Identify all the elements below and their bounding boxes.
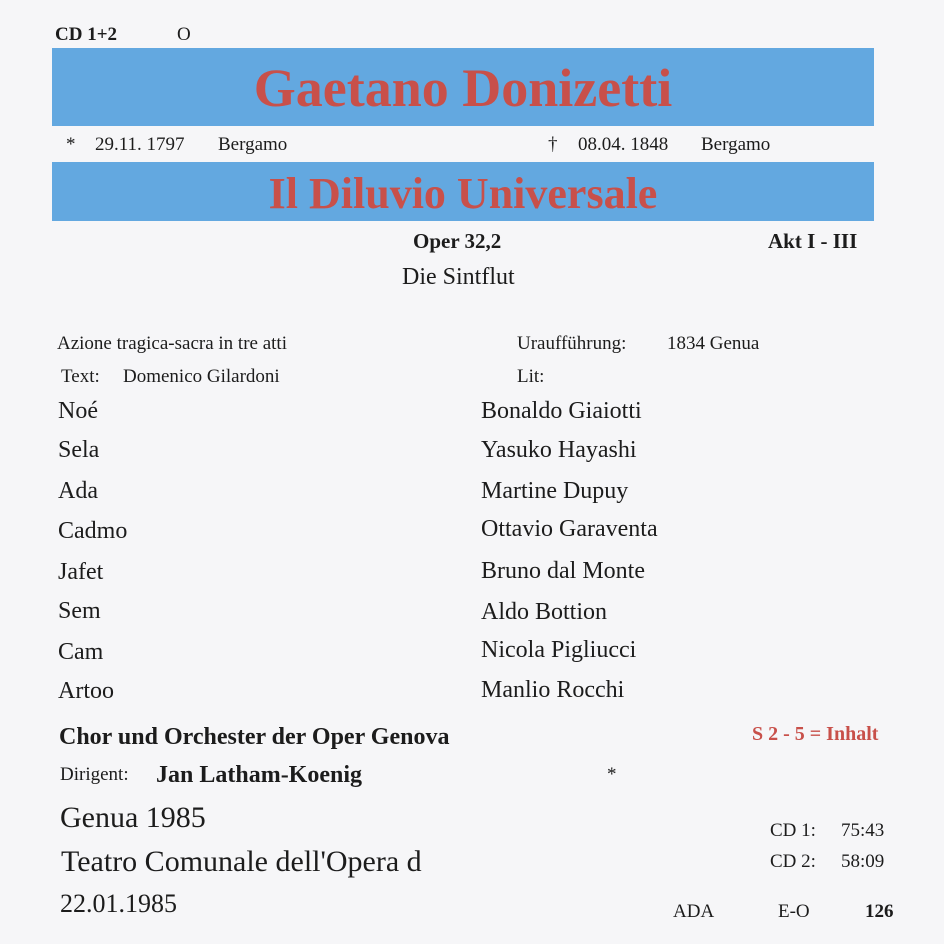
cast-singer: Aldo Bottion: [481, 599, 608, 625]
conductor-marker: *: [607, 764, 617, 785]
duration-label: CD 1:: [770, 820, 816, 841]
marker: O: [177, 24, 191, 45]
opus: Oper 32,2: [413, 229, 502, 253]
text-label: Text:: [61, 366, 100, 387]
premiere-label: Uraufführung:: [517, 333, 627, 354]
cast-role: Ada: [58, 478, 98, 504]
cast-role: Sem: [58, 598, 101, 624]
contents-note: S 2 - 5 = Inhalt: [752, 723, 879, 745]
duration-value: 58:09: [841, 851, 885, 872]
recording-place-year: Genua 1985: [60, 801, 206, 834]
conductor-label: Dirigent:: [60, 764, 129, 785]
death-place: Bergamo: [701, 134, 771, 155]
recording-venue: Teatro Comunale dell'Opera d: [61, 845, 422, 878]
footer-label: ADA: [673, 901, 715, 922]
cast-role: Noé: [58, 398, 98, 424]
cast-singer: Ottavio Garaventa: [481, 516, 658, 542]
premiere-value: 1834 Genua: [667, 333, 760, 354]
ensemble: Chor und Orchester der Oper Genova: [59, 724, 450, 750]
death-symbol: †: [548, 134, 558, 155]
composer-name: Gaetano Donizetti: [253, 58, 673, 118]
cast-singer: Nicola Pigliucci: [481, 637, 637, 663]
recording-date: 22.01.1985: [60, 889, 177, 918]
birth-date: 29.11. 1797: [95, 134, 185, 155]
composer-banner: [52, 48, 874, 126]
acts: Akt I - III: [768, 229, 858, 253]
duration-value: 75:43: [841, 820, 885, 841]
cast-singer: Manlio Rocchi: [481, 677, 625, 703]
footer-code: E-O: [778, 901, 810, 922]
lit-label: Lit:: [517, 366, 545, 387]
duration-label: CD 2:: [770, 851, 816, 872]
birth-symbol: *: [66, 134, 76, 155]
cast-role: Sela: [58, 437, 100, 463]
cast-role: Cadmo: [58, 518, 128, 544]
cast-singer: Bruno dal Monte: [481, 558, 645, 584]
cast-singer: Bonaldo Giaiotti: [481, 398, 642, 424]
genre: Azione tragica-sacra in tre atti: [57, 333, 287, 354]
conductor-name: Jan Latham-Koenig: [156, 762, 363, 788]
cast-singer: Yasuko Hayashi: [481, 437, 637, 463]
cast-role: Cam: [58, 639, 104, 665]
cd-label: CD 1+2: [55, 24, 118, 45]
death-date: 08.04. 1848: [578, 134, 669, 155]
cast-singer: Martine Dupuy: [481, 478, 629, 504]
cast-role: Artoo: [58, 678, 114, 704]
text-author: Domenico Gilardoni: [123, 366, 280, 387]
work-banner: [52, 162, 874, 221]
subtitle: Die Sintflut: [402, 264, 515, 290]
work-title: Il Diluvio Universale: [268, 169, 658, 218]
cast-role: Jafet: [58, 559, 104, 585]
footer-number: 126: [865, 901, 894, 922]
birth-place: Bergamo: [218, 134, 288, 155]
